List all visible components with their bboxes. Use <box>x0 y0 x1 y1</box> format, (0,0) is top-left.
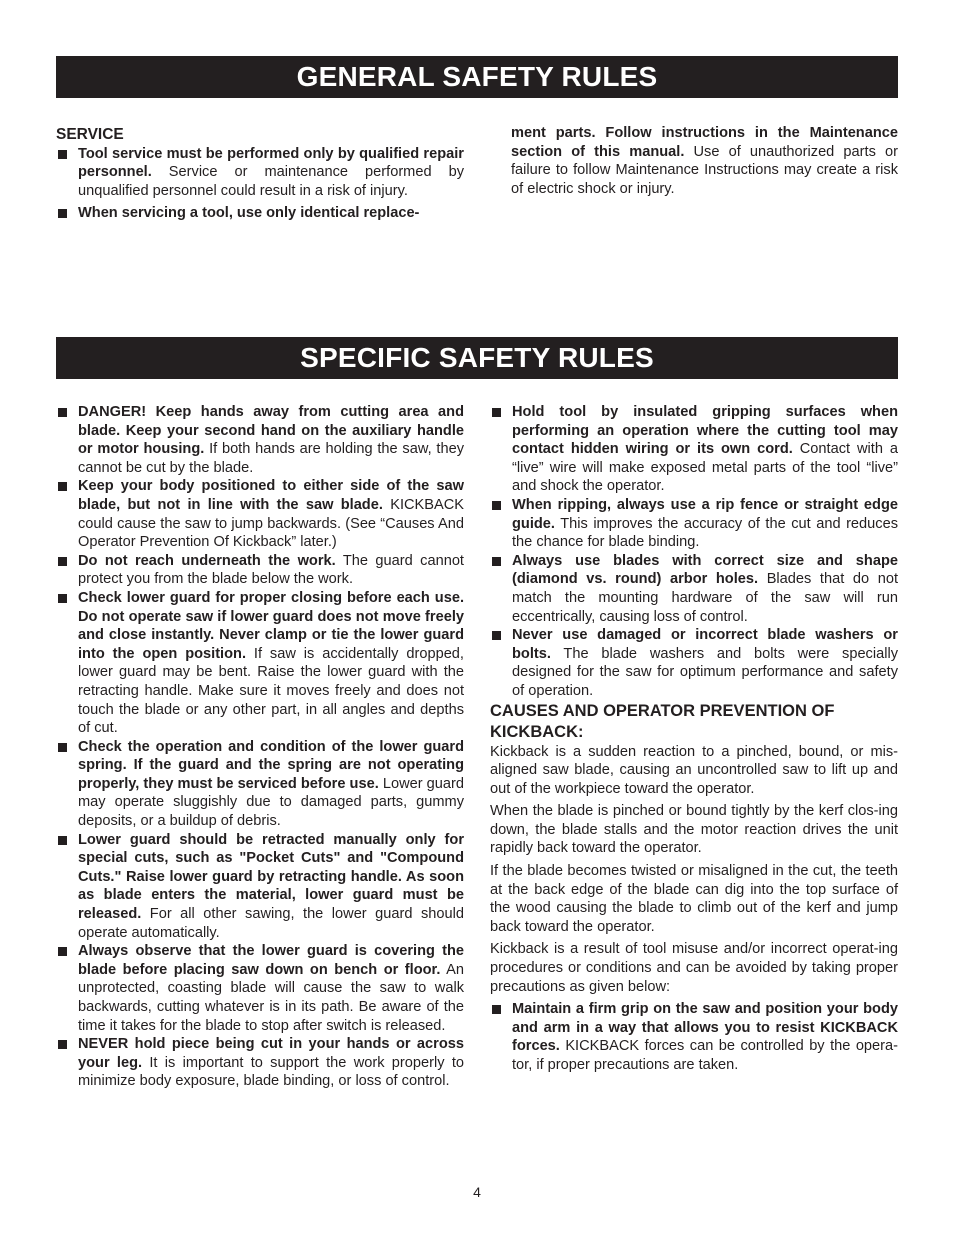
kickback-paragraph: When the blade is pinched or bound tightly by the kerf clos-ing down, the blade stalls and the motor reaction drives the unit rapidly back toward the operator. <box>490 803 898 857</box>
rule-item <box>490 1000 898 1074</box>
square-bullet-icon <box>492 557 501 566</box>
square-bullet-icon <box>492 1005 501 1014</box>
rule-text: The blade washers and bolts were specially designed for the saw for optimum performance and safety of operation. <box>512 645 898 699</box>
general-left-column <box>56 126 464 223</box>
rule-bold: Never use damaged or incorrect blade washers or bolts. <box>512 627 898 662</box>
square-bullet-icon <box>58 836 67 845</box>
rule-item <box>56 738 464 831</box>
square-bullet-icon <box>492 631 501 640</box>
specific-safety-rules-banner: SPECIFIC SAFETY RULES <box>56 337 898 379</box>
rule-bold: ment parts. Follow instructions in the Maintenance section of this manual. <box>511 125 898 160</box>
rule-item <box>490 496 898 552</box>
square-bullet-icon <box>58 408 67 417</box>
kickback-paragraph: If the blade becomes twisted or misaligned in the cut, the teeth at the back edge of the blade can dig into the top surface of the wood causing the blade to climb out of the kerf and jump back toward the operator. <box>490 863 898 935</box>
rule-item <box>490 552 898 626</box>
general-right-column <box>490 124 898 198</box>
rule-item <box>56 589 464 738</box>
square-bullet-icon <box>58 482 67 491</box>
rule-text: This improves the accuracy of the cut and reduces the chance for blade binding. <box>512 515 898 551</box>
specific-right-column <box>490 403 898 1075</box>
square-bullet-icon <box>58 209 67 218</box>
rule-item <box>56 1035 464 1091</box>
kickback-paragraph: Kickback is a sudden reaction to a pinched, bound, or mis-aligned saw blade, causing an uncontrolled saw to lift up and out of the workpiece toward the operator. <box>490 743 898 797</box>
general-safety-rules-banner: GENERAL SAFETY RULES <box>56 56 898 98</box>
square-bullet-icon <box>58 1040 67 1049</box>
rule-text: If both hands are holding the saw, they cannot be cut by the blade. <box>78 441 464 476</box>
kickback-heading: CAUSES AND OPERATOR PREVENTION OF KICKBACK: <box>490 701 835 741</box>
rule-text: Service or maintenance performed by unqualified personnel could result in a risk of injury. <box>78 164 464 199</box>
rule-bold: NEVER hold piece being cut in your hands or across your leg. <box>78 1036 464 1071</box>
rule-bold: DANGER! Keep hands away from cutting area and blade. Keep your second hand on the auxiliary handle or motor housing. <box>78 404 464 458</box>
rule-item <box>56 403 464 477</box>
rule-bold: Check lower guard for proper closing before each use. Do not operate saw if lower guard does not move freely and close instantly. Never clamp or tie the lower guard into the open position. <box>78 589 464 662</box>
rule-text: An unprotected, coasting blade will cause the saw to walk backwards, cutting whatever is in its path. Be aware of the time it takes for the blade to stop after switch is released. <box>78 961 464 1034</box>
square-bullet-icon <box>492 408 501 417</box>
rule-item <box>56 204 464 223</box>
rule-item <box>56 145 464 201</box>
rule-bold: Lower guard should be retracted manually only for special cuts, such as "Pocket Cuts" and "Compound Cuts." Raise lower guard by retracting handle. As soon as blade enters the material, lower guard must be released. <box>78 831 464 923</box>
rule-text: The guard cannot protect you from the blade below the work. <box>78 552 464 588</box>
rule-bold: When servicing a tool, use only identical replace- <box>78 205 420 222</box>
rule-item <box>56 942 464 1035</box>
rule-text: Use of unauthorized parts or failure to follow Maintenance Instructions may create a risk of electric shock or injury. <box>511 143 898 197</box>
rule-text: Contact with a “live” wire will make exposed metal parts of the tool “live” and shock the operator. <box>512 441 898 495</box>
rule-item <box>56 552 464 589</box>
rule-continuation <box>490 124 898 198</box>
rule-text: For all other sawing, the lower guard should operate automatically. <box>78 906 464 941</box>
square-bullet-icon <box>58 150 67 159</box>
rule-bold: Keep your body positioned to either side of the saw blade, but not in line with the saw blade. <box>78 478 464 513</box>
rule-bold: Do not reach underneath the work. <box>78 552 336 569</box>
rule-item <box>490 626 898 700</box>
specific-left-column <box>56 403 464 1091</box>
rule-bold: Tool service must be performed only by qualified repair personnel. <box>78 145 464 181</box>
service-heading: SERVICE <box>56 126 124 143</box>
rule-bold: Always observe that the lower guard is covering the blade before placing saw down on bench or floor. <box>78 943 464 978</box>
square-bullet-icon <box>492 501 501 510</box>
rule-item <box>490 403 898 496</box>
rule-text: Blades that do not match the mounting hardware of the saw will run eccentrically, causing loss of control. <box>512 571 899 625</box>
rule-item <box>56 477 464 551</box>
rule-text: It is important to support the work properly to minimize body exposure, blade binding, or loss of control. <box>78 1054 464 1090</box>
rule-text: KICKBACK forces can be controlled by the opera-tor, if proper precautions are taken. <box>512 1038 898 1073</box>
square-bullet-icon <box>58 743 67 752</box>
square-bullet-icon <box>58 557 67 566</box>
rule-text: KICKBACK could cause the saw to jump backwards. (See “Causes And Operator Prevention Of Kickback” later.) <box>78 496 465 551</box>
rule-text: If saw is accidentally dropped, lower guard may be bent. Raise the lower guard with the retracting handle. Make sure it moves freely and does not touch the blade or any other part, in all angles and depths of cut. <box>78 645 464 737</box>
rule-bold: Check the operation and condition of the lower guard spring. If the guard and the spring are not operating properly, they must be serviced before use. <box>78 738 464 792</box>
rule-item <box>56 831 464 943</box>
kickback-paragraph: Kickback is a result of tool misuse and/or incorrect operat-ing procedures or conditions and can be avoided by taking proper precautions as given below: <box>490 941 898 995</box>
page-number: 4 <box>473 1184 481 1200</box>
rule-text: Lower guard may operate sluggishly due to damaged parts, gummy deposits, or a buildup of debris. <box>78 775 464 830</box>
square-bullet-icon <box>58 594 67 603</box>
square-bullet-icon <box>58 947 67 956</box>
rule-bold: Maintain a firm grip on the saw and position your body and arm in a way that allows you to resist KICKBACK forces. <box>512 1001 898 1055</box>
rule-bold: When ripping, always use a rip fence or straight edge guide. <box>512 496 898 532</box>
rule-bold: Hold tool by insulated gripping surfaces when performing an operation where the cutting tool may contact hidden wiring or its own cord. <box>512 404 898 458</box>
rule-bold: Always use blades with correct size and shape (diamond vs. round) arbor holes. <box>512 552 898 588</box>
